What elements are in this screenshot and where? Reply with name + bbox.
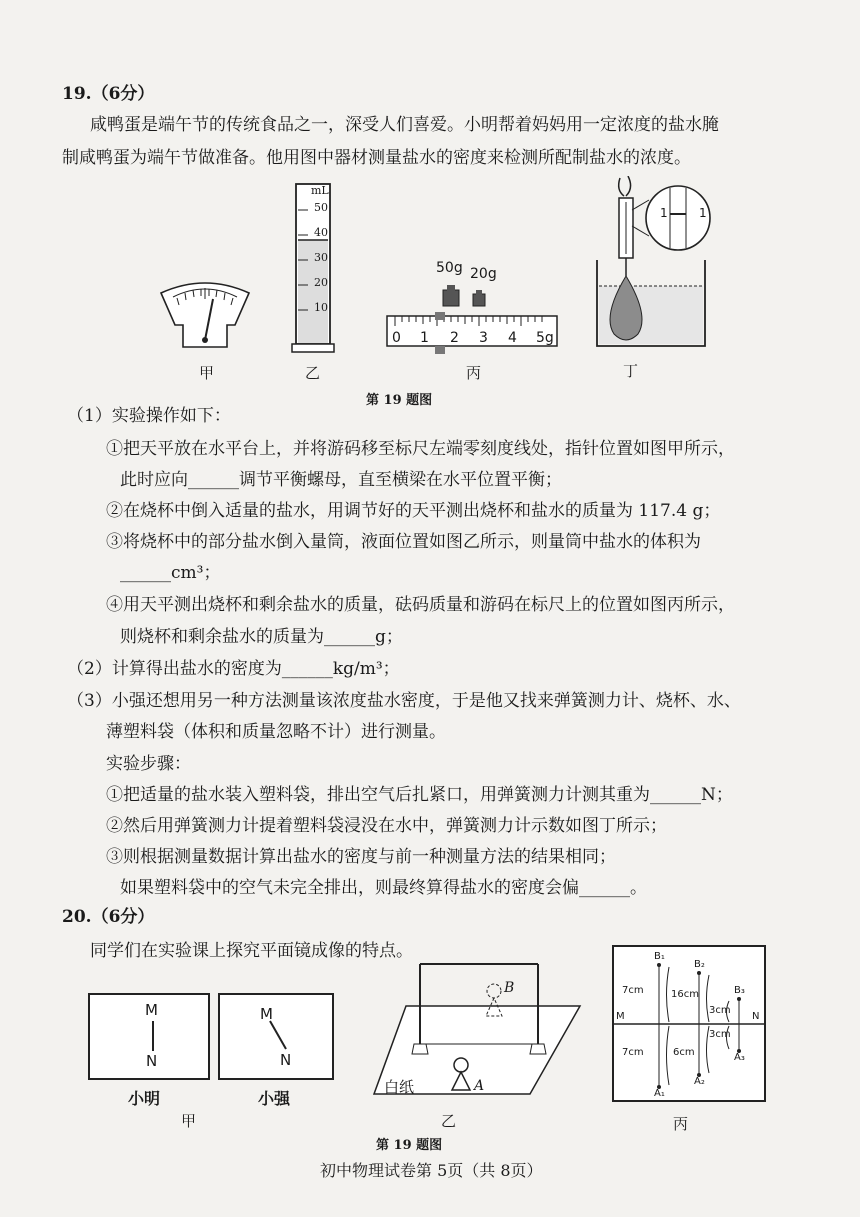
grid-a2: A₂ — [694, 1076, 705, 1087]
weight-50g-label: 50g — [436, 260, 463, 276]
grid-b1: B₁ — [654, 951, 665, 962]
ruler-tick-2: 2 — [450, 330, 459, 346]
image-grid-panel — [612, 945, 766, 1102]
q20-figure-caption: 第 19 题图 — [376, 1138, 443, 1153]
grid-dist-7cm-top: 7cm — [622, 985, 644, 996]
xiaoming-label: 小明 — [128, 1089, 161, 1108]
graduated-cylinder-figure — [288, 180, 338, 358]
white-paper-label: 白纸 — [384, 1078, 415, 1096]
q19-intro-line2: 制咸鸭蛋为端午节做准备。他用图中器材测量盐水的密度来检测所配制盐水的浓度。 — [62, 148, 691, 168]
fig-bing-label: 丙 — [466, 364, 482, 382]
q19-figure-caption: 第 19 题图 — [366, 393, 433, 408]
fig-yi-label: 乙 — [305, 364, 321, 382]
q20-intro: 同学们在实验课上探究平面镜成像的特点。 — [90, 941, 413, 961]
q19-part3-b: 薄塑料袋（体积和质量忽略不计）进行测量。 — [106, 722, 446, 742]
ruler-tick-4: 4 — [508, 330, 517, 346]
fig-ding-label: 丁 — [623, 362, 639, 380]
spring-scale-figure — [592, 176, 722, 352]
grid-a3: A₃ — [734, 1052, 745, 1063]
grid-dist-16cm: 16cm — [671, 989, 699, 1000]
ruler-tick-1: 1 — [420, 330, 429, 346]
page-footer: 初中物理试卷第 5页（共 8页） — [320, 1161, 543, 1180]
ming-panel — [88, 993, 210, 1080]
q19-step-t1: ①把适量的盐水装入塑料袋，排出空气后扎紧口，用弹簧测力计测其重为______N； — [106, 785, 733, 805]
grid-dist-3cm-top: 3cm — [709, 1005, 731, 1016]
grid-a1: A₁ — [654, 1088, 665, 1099]
q19-part2: （2）计算得出盐水的密度为______kg/m³； — [67, 659, 400, 679]
point-b-label: B — [504, 980, 515, 996]
q19-part1-title: （1）实验操作如下： — [67, 406, 231, 426]
q19-step4-b: 则烧杯和剩余盐水的质量为______g； — [120, 627, 403, 647]
q19-step3-b: ______cm³； — [120, 563, 221, 583]
grid-b2: B₂ — [694, 959, 705, 970]
ruler-tick-0: 0 — [392, 330, 401, 346]
grid-b3: B₃ — [734, 985, 745, 996]
weight-20g-label: 20g — [470, 266, 497, 282]
q19-step2: ②在烧杯中倒入适量的盐水，用调节好的天平测出烧杯和盐水的质量为 117.4 g； — [106, 501, 721, 521]
meter-reading-right: 1 — [699, 206, 707, 220]
q19-header: 19.（6分） — [62, 84, 155, 104]
cylinder-tick-30: 30 — [314, 251, 328, 264]
point-a-label: A — [474, 1078, 485, 1094]
q19-step-t3: ③则根据测量数据计算出盐水的密度与前一种测量方法的结果相同； — [106, 847, 616, 867]
balance-pointer-figure — [155, 275, 255, 355]
q19-step1-b: 此时应向______调节平衡螺母，直至横梁在水平位置平衡； — [120, 470, 562, 490]
cylinder-tick-50: 50 — [314, 201, 328, 214]
q19-step3-a: ③将烧杯中的部分盐水倒入量筒，液面位置如图乙所示，则量筒中盐水的体积为 — [106, 532, 701, 552]
qiang-m-label: M — [260, 1005, 273, 1023]
q20-fig-jia-label: 甲 — [181, 1112, 197, 1130]
cylinder-tick-10: 10 — [314, 301, 328, 314]
q19-step-t2: ②然后用弹簧测力计提着塑料袋浸没在水中，弹簧测力计示数如图丁所示； — [106, 816, 667, 836]
q20-header: 20.（6分） — [62, 907, 155, 927]
fig-jia-label: 甲 — [199, 364, 215, 382]
q19-step1-a: ①把天平放在水平台上，并将游码移至标尺左端零刻度线处，指针位置如图甲所示， — [106, 439, 735, 459]
ming-n-label: N — [146, 1052, 158, 1070]
cylinder-tick-40: 40 — [314, 226, 328, 239]
ming-m-label: M — [145, 1001, 158, 1019]
qiang-n-label: N — [280, 1051, 292, 1069]
qiang-panel — [218, 993, 334, 1080]
ruler-tick-3: 3 — [479, 330, 488, 346]
balance-ruler-figure — [385, 282, 560, 357]
q20-fig-bing-label: 丙 — [673, 1115, 689, 1133]
q19-part3-a: （3）小强还想用另一种方法测量该浓度盐水密度，于是他又找来弹簧测力计、烧杯、水、 — [67, 691, 741, 711]
xiaoqiang-label: 小强 — [258, 1089, 291, 1108]
meter-reading-left: 1 — [660, 206, 668, 220]
q19-step-t4: 如果塑料袋中的空气未完全排出，则最终算得盐水的密度会偏______。 — [120, 878, 647, 898]
grid-n-label: N — [752, 1011, 760, 1022]
grid-dist-3cm-bottom: 3cm — [709, 1029, 731, 1040]
q19-intro-line1: 咸鸭蛋是端午节的传统食品之一，深受人们喜爱。小明帮着妈妈用一定浓度的盐水腌 — [90, 115, 719, 135]
cylinder-unit: mL — [311, 184, 329, 197]
ruler-tick-5g: 5g — [536, 330, 554, 346]
grid-dist-7cm-bottom: 7cm — [622, 1047, 644, 1058]
cylinder-tick-20: 20 — [314, 276, 328, 289]
grid-m-label: M — [616, 1011, 625, 1022]
q19-step4-a: ④用天平测出烧杯和剩余盐水的质量，砝码质量和游码在标尺上的位置如图丙所示， — [106, 595, 735, 615]
q20-fig-yi-label: 乙 — [441, 1112, 457, 1130]
grid-dist-6cm: 6cm — [673, 1047, 695, 1058]
q19-steps-title: 实验步骤： — [106, 754, 191, 774]
